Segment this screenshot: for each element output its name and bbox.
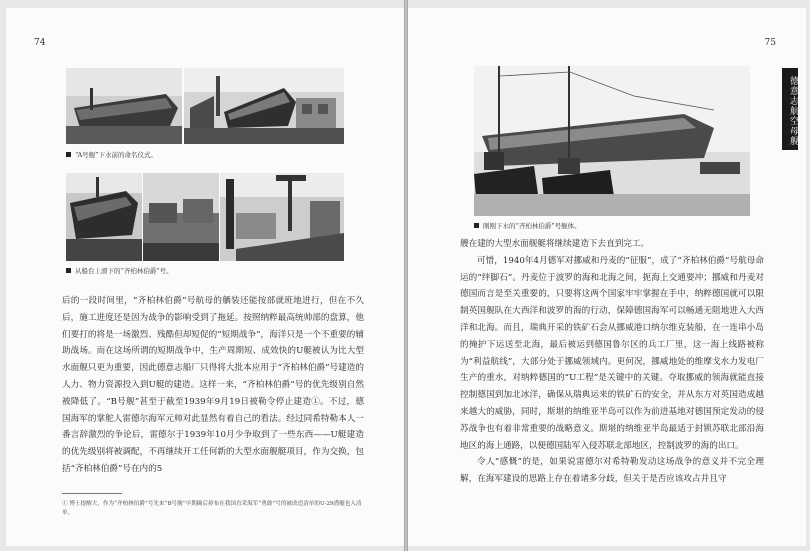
photo-launch-ceremony-left <box>66 68 182 144</box>
photo-ship-sliding-right <box>220 173 344 261</box>
paragraph: 可惜，1940年4月德军对挪威和丹麦的“征服”，成了“齐柏林伯爵”号航母命运的“绊脚石”。丹麦位于波罗的海和北海之间，扼海上交通要冲；挪威和丹麦对德国而言是至关重要的，只要将这两个国家牢牢掌握在手中，纳粹德国就可以限制英国舰队在大西洋和波罗的海的行动，保障德国海军可以畅通无阻地进入大西洋和北海。而且，瑞典开采的铁矿石会从挪威港口纳尔维克装船，在一连串小岛的掩护下运送至北海，最后被运到德国鲁尔区的兵工厂里，这一海上线路被称为“利益航线”，大部分处于挪威领域内。更何况，挪威地处的维摩戈水力发电厂生产的重水，对纳粹德国的“U工程”是关键中的关键。夺取挪威的领海就能直接控制德国到加北冰洋，确保从瑞典运来的铁矿石的安全，并从东方对英国造成越来越大的威胁，同时，斯堪的纳维亚半岛可以作为前进基地对德国预定发动的侵苏战争也有着非常重要的战略意义。斯堪的纳维亚半岛最适于封锁苏联北部沿海地区的海上通路，以便德国陆军入侵苏联北部地区，控制波罗的海的出口。 <box>460 255 764 451</box>
caption-marker <box>66 268 71 273</box>
body-text-left <box>62 293 364 478</box>
footnote-rule <box>62 493 122 494</box>
body-text-right <box>460 236 764 488</box>
caption-bottom <box>66 266 173 275</box>
photo-launch-ceremony-right <box>184 68 344 144</box>
caption-right <box>474 221 581 230</box>
left-page <box>6 8 404 546</box>
page-number-left: 74 <box>34 38 46 48</box>
caption-marker <box>66 152 71 157</box>
right-page <box>408 8 806 546</box>
caption-top <box>66 150 157 159</box>
paragraph: 令人“感慨”的是，如果说雷德尔对希特勒发动这场战争的意义并不完全理解，在海军建设的思路上存在着诸多分歧，但关于是否应该攻占并且守 <box>460 457 764 485</box>
photo-ship-sliding-middle <box>143 173 219 261</box>
photo-ship-sliding-left <box>66 173 142 261</box>
caption-marker <box>474 223 479 228</box>
paragraph: 艘在建的大型水面舰艇将继续建造下去直到完工。 <box>460 239 650 249</box>
chapter-side-tab: 德意志航空母舰 <box>782 68 798 150</box>
page-number-right: 75 <box>764 38 776 48</box>
caption-bottom-text: 从船台上滑下的“齐柏林伯爵”号。 <box>75 267 173 275</box>
footnote: ① 博士提醒大，作为“齐柏林伯爵”号先来“B号舰”早期确后掉布在我国直采海军“勇敢”号的被改造清单的U-29潜艇也入清单。 <box>62 501 362 516</box>
caption-top-text: “A号舰”下水前的命名仪式。 <box>75 151 158 159</box>
paragraph: 后的一段时间里，“齐柏林伯爵”号航母的舾装还能按部就班地进行，但在不久后，施工进度还是因为战争的影响受到了拖延。按照纳粹最高统帅部的盘算，他们要打的将是一场激烈、残酷但却短促的“短期战争”，海洋只是一个不重要的辅助战场。而在这场所谓的短期战争中，生产周期短、成效快的U艇被认为比大型水面舰只更为重要，因此德意志船厂只得将大批本应用于“齐柏林伯爵”号建造的人力、物力资源投入到U艇的建造。这样一来，“齐柏林伯爵”号的优先级别自然被降低了。“B号舰”甚至于截至1939年9月19日被勒令停止建造①。不过，德国海军的掌舵人雷德尔海军元帅对此显然有着自己的看法。经过同希特勒本人一番言辞激烈的争论后，雷德尔于1939年10月少争取到了一些东西——U艇建造的优先级别将被调配，不再继续开工任何新的大型水面舰艇项目，作为交换，包括“齐柏林伯爵”号在内的5 <box>62 296 364 474</box>
photo-launched-hull <box>474 66 750 216</box>
caption-right-text: 刚刚下水的“齐柏林伯爵”号舰体。 <box>483 222 581 230</box>
